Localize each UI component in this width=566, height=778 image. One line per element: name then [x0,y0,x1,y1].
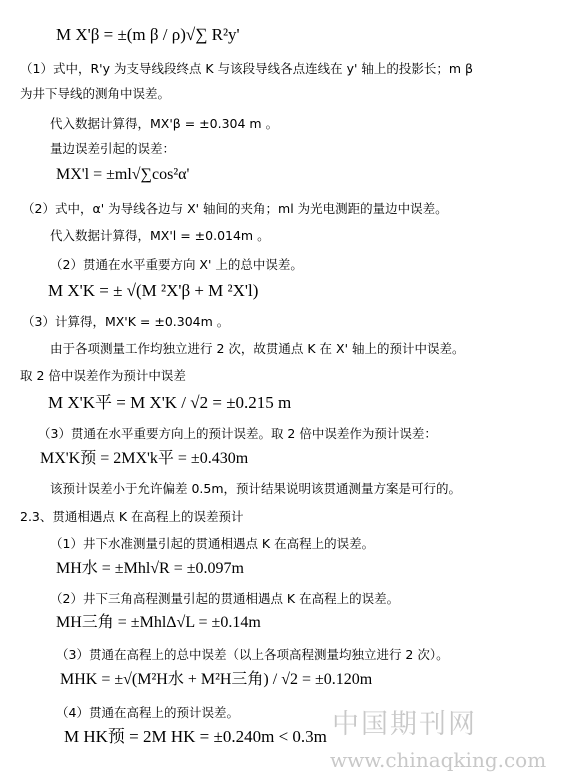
paragraph-heading-h2: （2）井下三角高程测量引起的贯通相遇点 K 在高程上的误差。 [50,591,400,606]
section-heading-2-3: 2.3、贯通相遇点 K 在高程上的误差预计 [20,509,244,524]
paragraph-note-3-cont: 取 2 倍中误差作为预计中误差 [20,368,186,383]
equation-m-hk-yu: M HK预 = 2M HK = ±0.240m < 0.3m [64,727,327,746]
paragraph-note-3: 由于各项测量工作均独立进行 2 次，故贯通点 K 在 X' 轴上的预计中误差。 [50,341,465,356]
equation-m-h-shui: MH水 = ±Mhl√R = ±0.097m [56,560,244,577]
paragraph-heading-h1: （1）井下水准测量引起的贯通相遇点 K 在高程上的误差。 [50,536,375,551]
paragraph-heading-h3: （3）贯通在高程上的总中误差（以上各项高程测量均独立进行 2 次）。 [56,647,449,662]
paragraph-heading-h4: （4）贯通在高程上的预计误差。 [56,705,239,720]
paragraph-conclusion: 该预计误差小于允许偏差 0.5m，预计结果说明该贯通测量方案是可行的。 [50,481,462,496]
equation-m-h-sanjiao: MH三角 = ±MhlΔ√L = ±0.14m [56,614,261,631]
equation-m-xk: M X'K = ± √(M ²X'β + M ²X'l) [48,281,259,300]
paragraph-heading-total: （2）贯通在水平重要方向 X' 上的总中误差。 [50,257,303,272]
paragraph-calc-1: 代入数据计算得，MX'β = ±0.304 m 。 [50,116,279,131]
paragraph-heading-expected: （3）贯通在水平重要方向上的预计误差。取 2 倍中误差作为预计误差： [38,426,437,441]
paragraph-calc-2: 代入数据计算得，MX'l = ±0.014m 。 [50,228,270,243]
equation-m-xl: MX'l = ±ml√∑cos²α' [56,166,190,183]
paragraph-note-1-cont: 为井下导线的测角中误差。 [20,86,171,101]
watermark-url: www.chinaqking.com [330,748,547,772]
paragraph-heading-edge: 量边误差引起的误差： [50,141,176,156]
equation-m-xk-yu: MX'K预 = 2MX'k平 = ±0.430m [40,450,249,467]
watermark-chinese: 中国期刊网 [332,709,477,740]
equation-m-xbeta: M X'β = ±(m β / ρ)√∑ R²y' [56,25,240,44]
equation-m-hk: MHK = ±√(M²H水 + M²H三角) / √2 = ±0.120m [60,671,373,688]
equation-m-xk-ping: M X'K平 = M X'K / √2 = ±0.215 m [48,393,292,412]
paragraph-calc-3: （3）计算得，MX'K = ±0.304m 。 [22,314,230,329]
paragraph-note-1: （1）式中，R'y 为支导线段终点 K 与该段导线各点连线在 y' 轴上的投影长；m β [20,61,473,76]
paragraph-note-2: （2）式中，α' 为导线各边与 X' 轴间的夹角；ml 为光电测距的量边中误差。 [22,201,448,216]
